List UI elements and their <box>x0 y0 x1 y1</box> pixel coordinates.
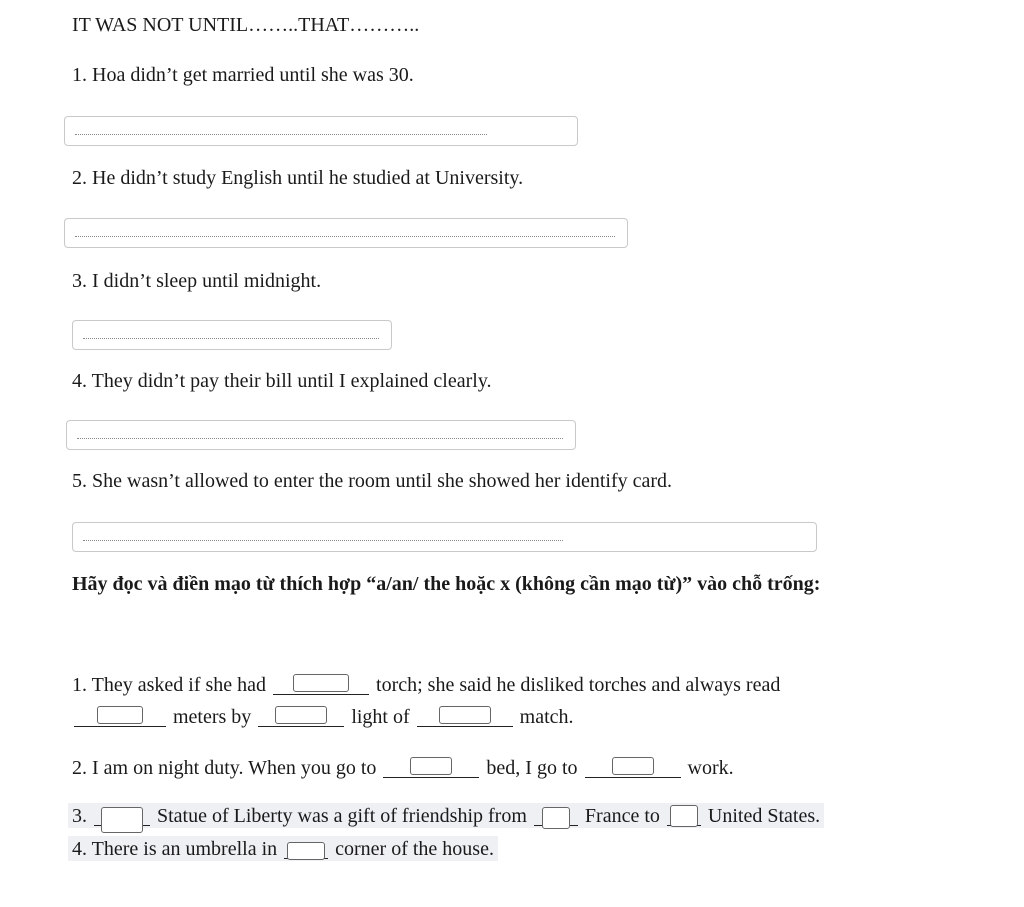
blank-box <box>439 706 491 724</box>
answer-box-2[interactable] <box>64 218 628 248</box>
article-blank[interactable] <box>585 755 681 778</box>
dotted-line <box>83 540 563 541</box>
page-title: IT WAS NOT UNTIL……..THAT……….. <box>72 14 420 36</box>
question-number: 2. <box>72 167 87 189</box>
dotted-line <box>75 134 487 135</box>
sentence-text: meters by <box>173 706 252 728</box>
sentence-text: bed, I go to <box>486 757 578 779</box>
sentence-text: light of <box>351 706 410 728</box>
blank-box <box>275 706 327 724</box>
sentence-text: France to <box>584 805 660 827</box>
question-text: Hoa didn’t get married until she was 30. <box>92 64 414 86</box>
dotted-line <box>77 438 563 439</box>
article-blank[interactable] <box>284 836 328 859</box>
blank-box <box>670 805 698 827</box>
article-blank[interactable] <box>383 755 479 778</box>
sentence-text: There is an umbrella in <box>91 838 278 860</box>
sentence-number: 2. <box>72 757 87 779</box>
article-sentence-1 <box>72 672 780 697</box>
article-blank[interactable] <box>258 704 344 727</box>
sentence-text: torch; she said he disliked torches and always read <box>376 674 781 696</box>
sentence-text: I am on night duty. When you go to <box>92 757 377 779</box>
sentence-number: 1. <box>72 674 87 696</box>
sentence-text: work. <box>687 757 734 779</box>
dotted-line <box>75 236 615 237</box>
question-1 <box>72 64 414 87</box>
article-blank[interactable] <box>74 704 166 727</box>
question-text: I didn’t sleep until midnight. <box>92 270 322 292</box>
question-number: 1. <box>72 64 87 86</box>
question-number: 3. <box>72 270 87 292</box>
sentence-number: 3. <box>72 805 87 827</box>
article-sentence-1-cont <box>72 704 574 729</box>
question-text: She wasn’t allowed to enter the room until she showed her identify card. <box>92 470 673 492</box>
blank-box <box>97 706 143 724</box>
question-3 <box>72 270 321 293</box>
answer-box-5[interactable] <box>72 522 817 552</box>
article-blank[interactable] <box>667 803 701 826</box>
blank-box <box>287 842 325 860</box>
question-2 <box>72 167 523 190</box>
blank-box <box>612 757 654 775</box>
blank-box <box>410 757 452 775</box>
blank-box <box>101 807 143 833</box>
sentence-number: 4. <box>72 838 87 860</box>
dotted-line <box>83 338 379 339</box>
blank-box <box>293 674 349 692</box>
question-4 <box>72 370 492 393</box>
question-text: He didn’t study English until he studied at University. <box>92 167 524 189</box>
article-sentence-3 <box>68 803 824 828</box>
question-5 <box>72 470 672 493</box>
article-sentence-2 <box>72 755 734 780</box>
article-blank[interactable] <box>94 803 150 826</box>
answer-box-4[interactable] <box>66 420 576 450</box>
sentence-text: corner of the house. <box>335 838 494 860</box>
article-blank[interactable] <box>273 672 369 695</box>
sentence-text: Statue of Liberty was a gift of friendship from <box>157 805 527 827</box>
sentence-text: match. <box>519 706 574 728</box>
article-blank[interactable] <box>417 704 513 727</box>
article-blank[interactable] <box>534 803 578 826</box>
blank-box <box>542 807 570 829</box>
question-number: 4. <box>72 370 87 392</box>
article-exercise-heading: Hãy đọc và điền mạo từ thích hợp “a/an/ the hoặc x (không cần mạo từ)” vào chỗ trống: <box>72 573 821 595</box>
article-sentence-4 <box>68 836 498 861</box>
sentence-text: United States. <box>707 805 821 827</box>
question-number: 5. <box>72 470 87 492</box>
question-text: They didn’t pay their bill until I explained clearly. <box>91 370 492 392</box>
sentence-text: They asked if she had <box>91 674 267 696</box>
answer-box-3[interactable] <box>72 320 392 350</box>
answer-box-1[interactable] <box>64 116 578 146</box>
